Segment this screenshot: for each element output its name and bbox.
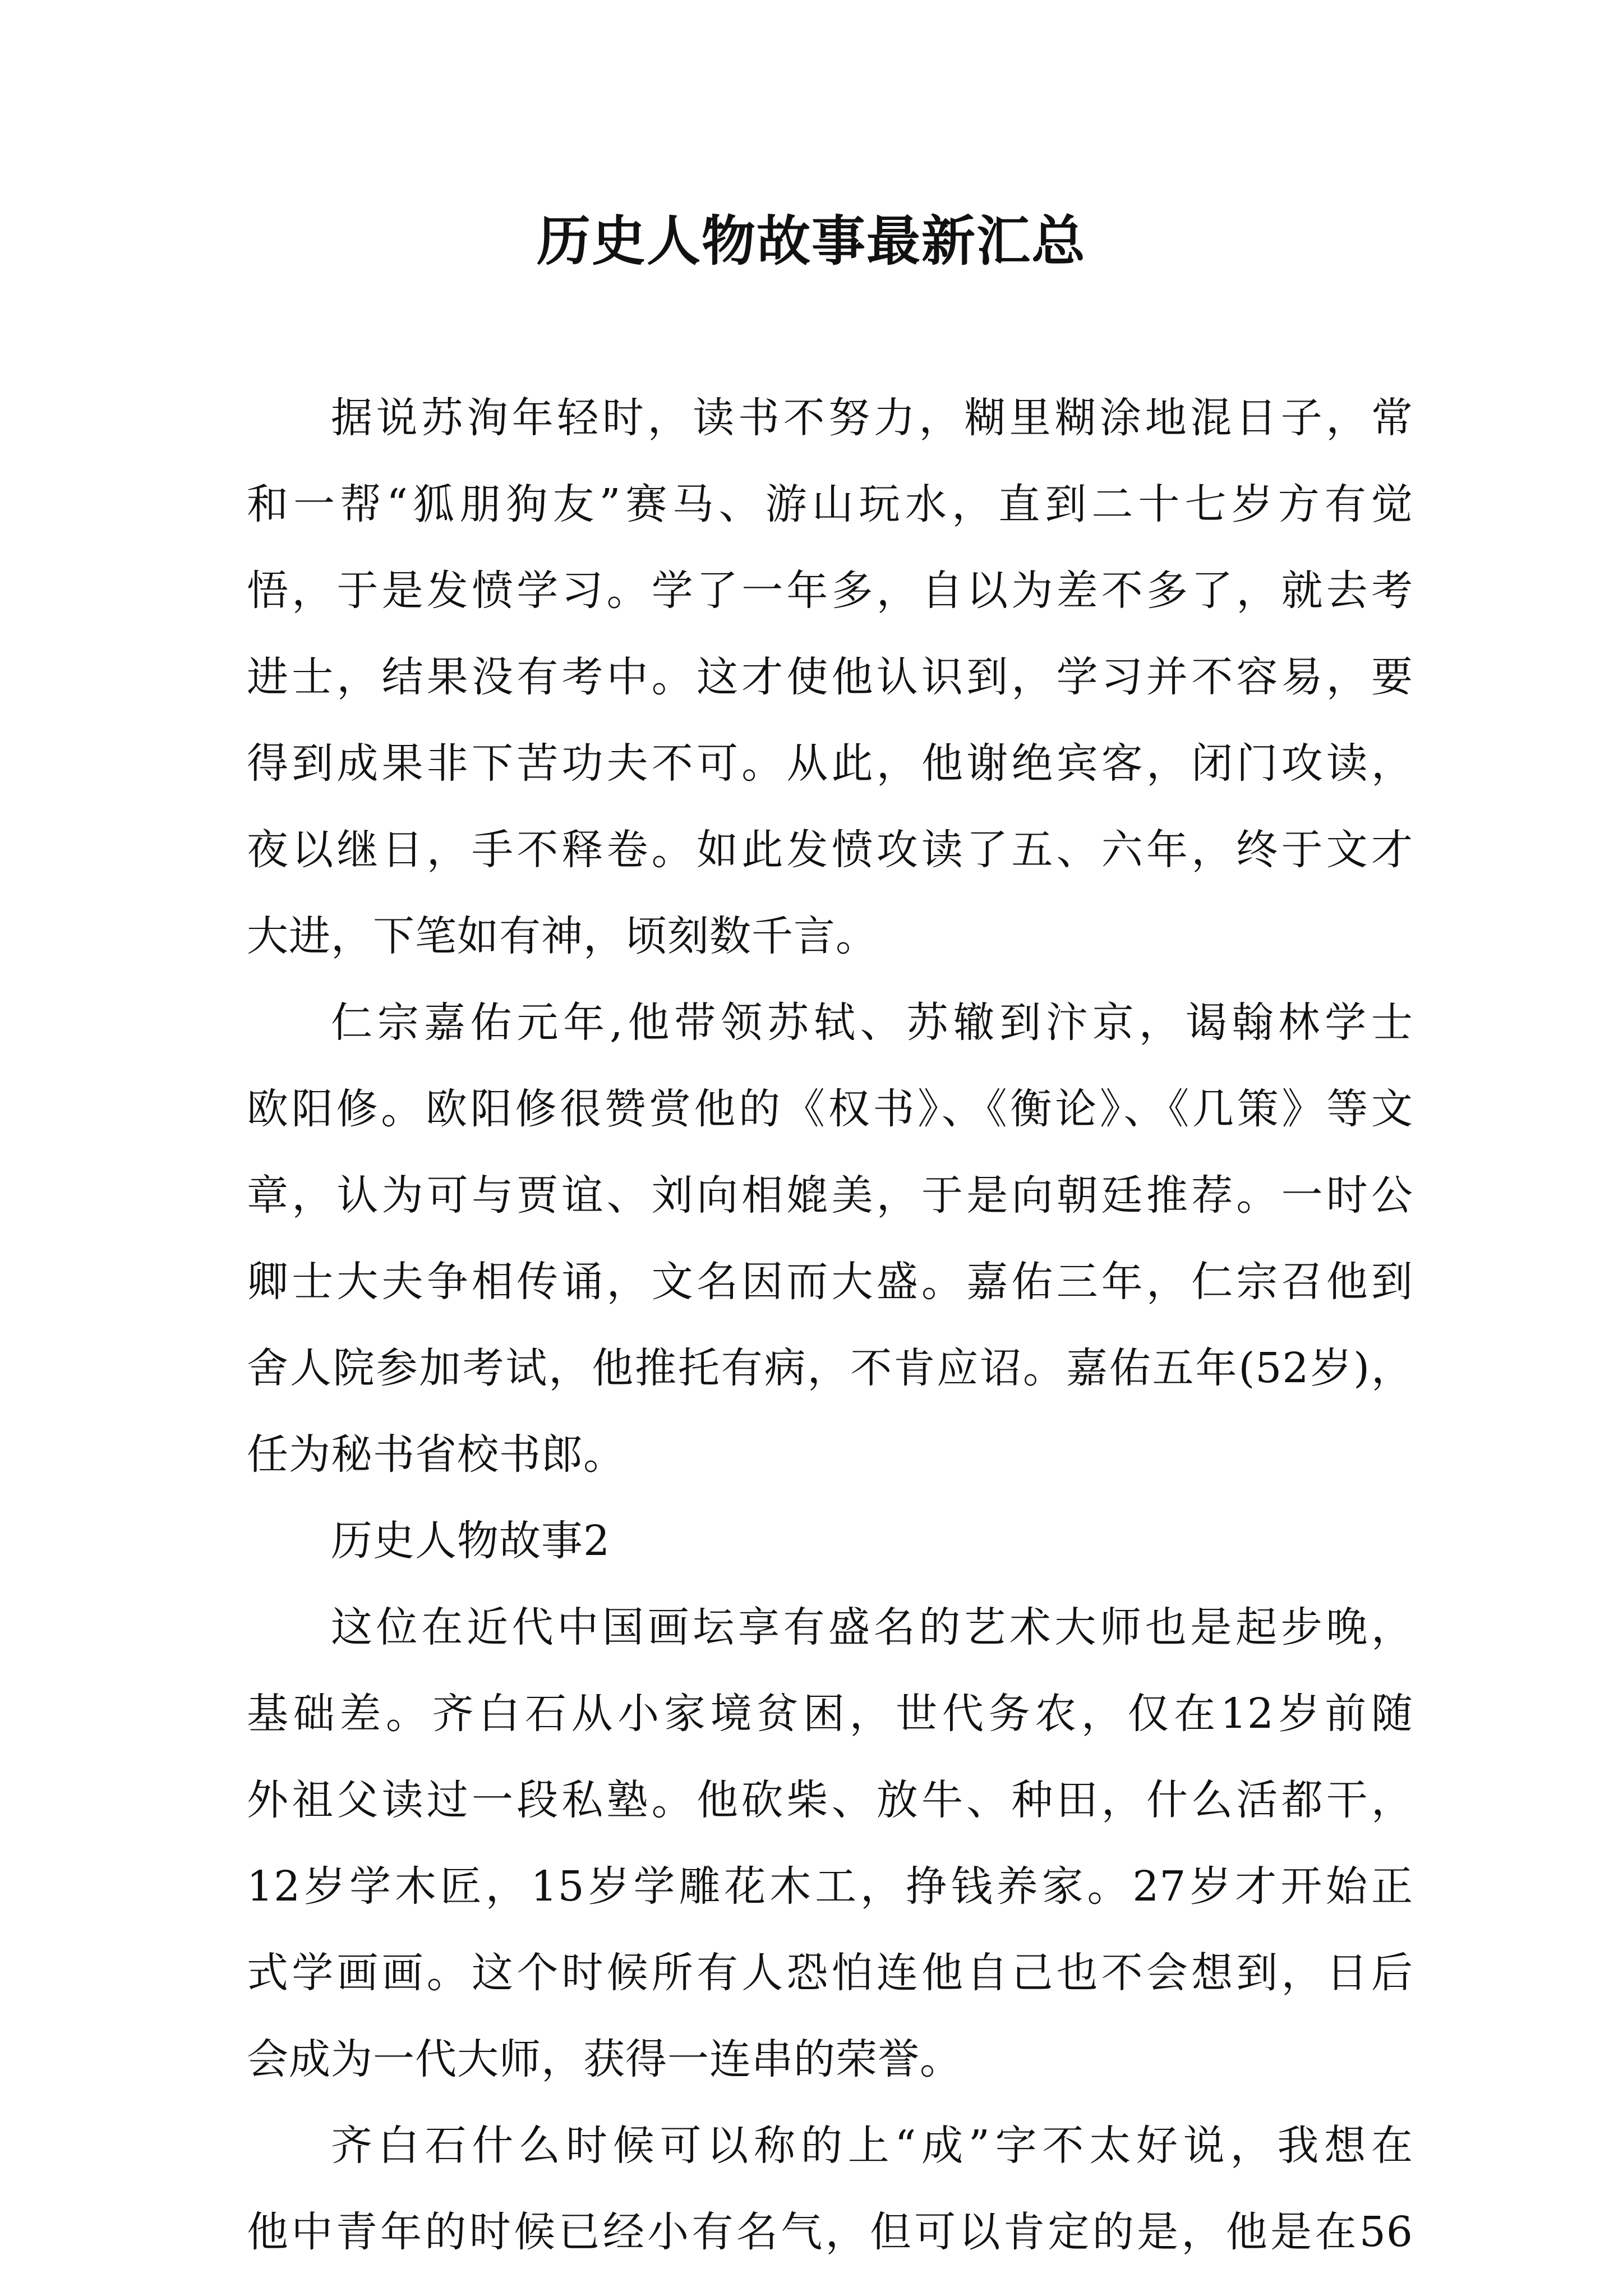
text-line: 进士，结果没有考中。这才使他认识到，学习并不容易，要 (247, 653, 1413, 701)
text-line: 得到成果非下苦功夫不可。从此，他谢绝宾客，闭门攻读， (247, 739, 1413, 788)
text-line: 卿士大夫争相传诵，文名因而大盛。嘉佑三年，仁宗召他到 (247, 1258, 1413, 1306)
text-line: 章，认为可与贾谊、刘向相媲美，于是向朝廷推荐。一时公 (247, 1171, 1413, 1220)
text-line: 式学画画。这个时候所有人恐怕连他自己也不会想到，日后 (247, 1949, 1413, 1997)
document-title: 历史人物故事最新汇总 (537, 209, 1086, 273)
text-line: 据说苏洵年轻时，读书不努力，糊里糊涂地混日子，常 (331, 394, 1413, 442)
text-line: 会成为一代大师，获得一连串的荣誉。 (247, 2035, 962, 2083)
text-line: 大进，下笔如有神，顷刻数千言。 (247, 912, 878, 960)
text-line: 基础差。齐白石从小家境贫困，世代务农，仅在12岁前随 (247, 1690, 1413, 1738)
text-line: 仁宗嘉佑元年,他带领苏轼、苏辙到汴京，谒翰林学士 (331, 999, 1413, 1047)
document-body (247, 375, 1413, 2275)
text-line: 他中青年的时候已经小有名气，但可以肯定的是，他是在56 (247, 2208, 1413, 2256)
text-line: 外祖父读过一段私塾。他砍柴、放牛、种田，什么活都干， (247, 1776, 1413, 1824)
text-line: 舍人院参加考试，他推托有病，不肯应诏。嘉佑五年(52岁)， (247, 1344, 1413, 1392)
text-line: 悟，于是发愤学习。学了一年多，自以为差不多了，就去考 (247, 567, 1413, 615)
section-heading: 历史人物故事2 (331, 1517, 611, 1565)
text-line: 齐白石什么时候可以称的上“成”字不太好说，我想在 (331, 2122, 1413, 2170)
text-line: 这位在近代中国画坛享有盛名的艺术大师也是起步晚， (331, 1603, 1413, 1651)
text-line: 欧阳修。欧阳修很赞赏他的《权书》、《衡论》、《几策》等文 (247, 1085, 1413, 1133)
text-line: 和一帮“狐朋狗友”赛马、游山玩水，直到二十七岁方有觉 (247, 480, 1413, 528)
text-line: 12岁学木匠，15岁学雕花木工，挣钱养家。27岁才开始正 (247, 1862, 1413, 1911)
text-line: 任为秘书省校书郎。 (247, 1430, 625, 1479)
text-line: 夜以继日，手不释卷。如此发愤攻读了五、六年，终于文才 (247, 826, 1413, 874)
